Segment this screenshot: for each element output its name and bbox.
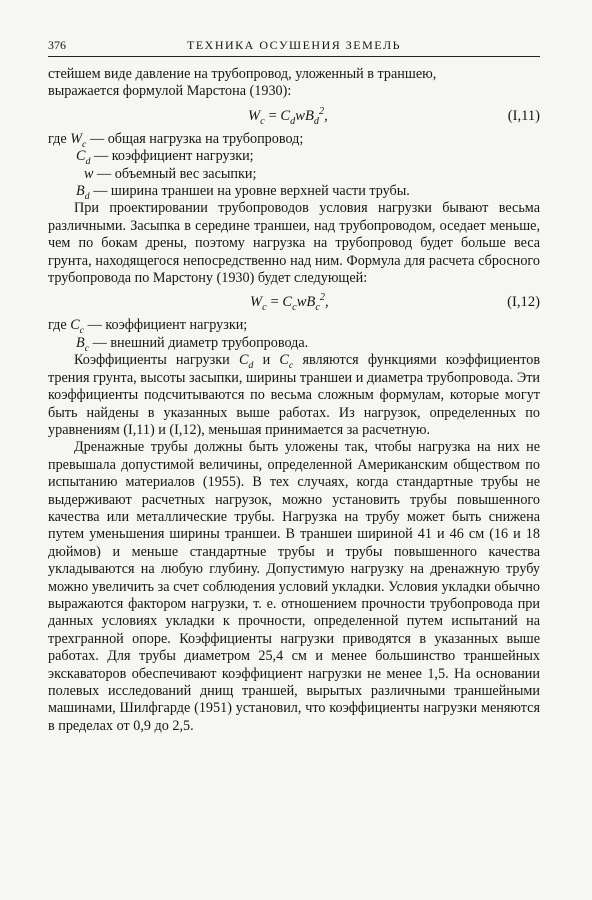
definition-wc: где $W_c$ — общая нагрузка на трубопровод;: [48, 130, 304, 150]
formula-1-expression: $W_c = C_dwB_d^2$,: [248, 105, 328, 127]
intro-line-1: стейшем виде давление на трубопровод, уложенный в траншею,: [48, 66, 437, 82]
symbol-bc: $B_c$: [76, 334, 90, 354]
paragraph-drain-pipes: Дренажные трубы должны быть уложены так, чтобы нагрузка на них не превышала допустимой величины, определенной Американским обществом по испытанию материалов (1955). В тех случаях, когда стандартные трубы не выдерживают расчетных нагрузок, можно установить трубы повышенного качества или металлические трубы. Нагрузка на трубу может быть снижена путем уменьшения ширины траншеи. В траншеи шириной 41 и 46 см (16 и 18 дюймов) и меньше стандартные трубы и трубы повышенного качества укладываются на любую глубину. Допустимую нагрузку на дренажную трубу можно увеличить за счет соблюдения условий укладки. Условия укладки обычно выражаются фактором нагрузки, т. е. отношением прочности трубопровода при данных условиях укладки к прочности, определенной путем испытаний на трехгранной опоре. Коэффициенты нагрузки приводятся в указанных выше работах. Для трубы диаметром 25,4 см и менее большинство траншейных экскаваторов обеспечивают коэффициент нагрузки не менее 1,5. На основании полевых исследований днищ траншей, вырытых различными траншейными машинами, Шилфгарде (1951) установил, что коэффициенты нагрузки меняются в пределах от 0,9 до 2,5.: [48, 439, 540, 734]
running-title: ТЕХНИКА ОСУШЕНИЯ ЗЕМЕЛЬ: [187, 38, 401, 52]
definition-w: w — объемный вес засыпки;: [84, 165, 257, 182]
definition-cd: $C_d$ — коэффициент нагрузки;: [76, 148, 254, 168]
symbol-wc: $W_c$: [70, 130, 87, 150]
symbol-cc: $C_c$: [70, 317, 85, 337]
paragraph-design-conditions: При проектировании трубопроводов условия нагрузки бывают весьма различными. Засыпка в середине траншеи, над трубопроводом, оседает меньше, чем по бокам дрены, поэтому нагрузка на трубопровод будет больше веса грунта, находящегося непосредственно над ним. Формула для расчета сбросного трубопровода по Марстону (1930) будет следующей:: [48, 200, 540, 287]
definitions-2: [48, 317, 540, 352]
symbol-w: w: [84, 165, 94, 182]
definition-bc: $B_c$ — внешний диаметр трубопровода.: [76, 334, 309, 354]
definition-bd: $B_d$ — ширина траншеи на уровне верхней части трубы.: [76, 183, 410, 202]
symbol-bd: $B_d$: [76, 183, 90, 202]
definition-cc: где $C_c$ — коэффициент нагрузки;: [48, 317, 248, 337]
formula-marston-2: [48, 290, 540, 316]
page-header: [48, 36, 540, 57]
formula-1-number: (I,11): [507, 107, 540, 124]
intro-line-2: выражается формулой Марстона (1930):: [48, 83, 292, 100]
intro-paragraph: [48, 66, 540, 101]
page-number: 376: [48, 38, 66, 52]
symbol-cd: $C_d$: [76, 148, 91, 168]
paragraph-load-coefficients: Коэффициенты нагрузки $C_d$ и $C_c$ являются функциями коэффициентов трения грунта, высоты засыпки, ширины траншеи и диаметра трубопровода. Эти коэффициенты подсчитываются по весьма сложным формулам, которые могут быть найдены в указанных выше работах. Из нагрузок, определенных по уравнениям (I,11) и (I,12), меньшая принимается за расчетную.: [48, 352, 541, 438]
definitions-1: [48, 131, 540, 201]
formula-2-number: (I,12): [507, 294, 540, 311]
formula-marston-1: [48, 104, 540, 130]
formula-2-expression: $W_c = C_cwB_c^2$,: [250, 292, 329, 314]
body-text: [48, 66, 540, 735]
